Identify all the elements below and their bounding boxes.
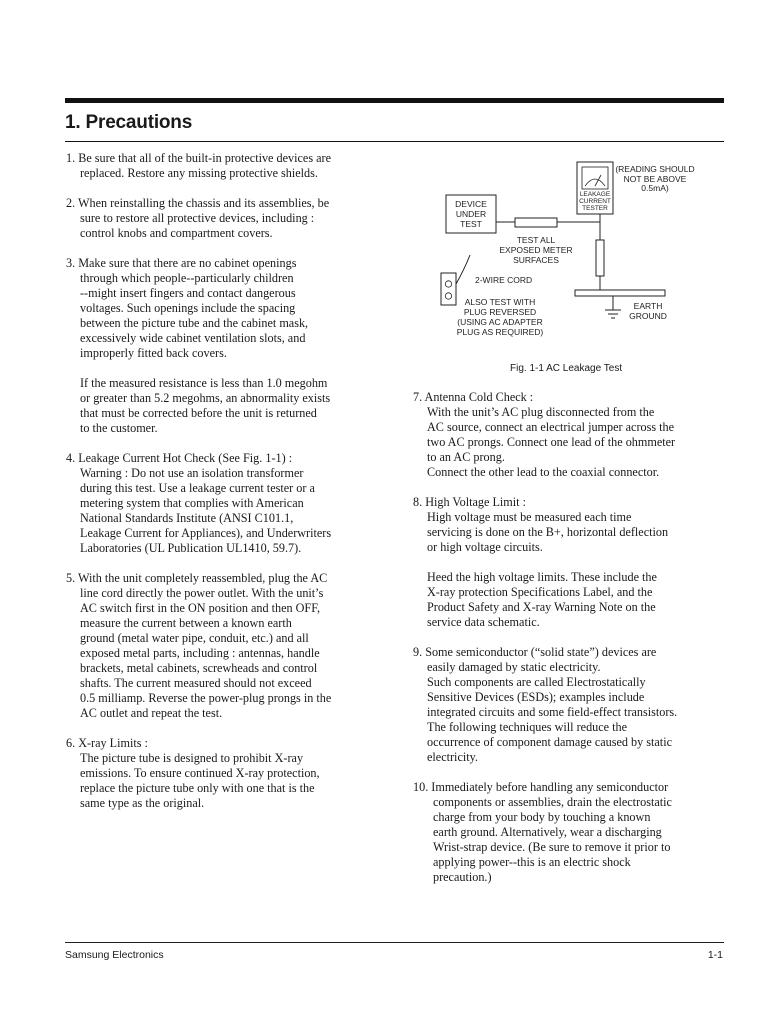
precaution-item [413,390,725,480]
item-text-line: replace the picture tube only with one that is the [80,781,315,795]
item-text-line: occurrence of component damage caused by static [427,735,672,749]
item-text-line: or greater than 5.2 megohms, an abnormality exists [80,391,331,405]
wall-outlet [441,273,456,305]
plug-label-2: PLUG REVERSED [463,307,537,317]
item-text-line: The following techniques will reduce the [427,720,628,734]
item-heading-line: 4. Leakage Current Hot Check (See Fig. 1-1) : [66,451,293,465]
item-text-line: or high voltage circuits. [427,540,543,554]
item-text-line: Wrist-strap device. (Be sure to remove it prior to [433,840,671,854]
item-text-line: Such components are called Electrostatically [427,675,646,689]
item-text-line: service data schematic. [427,615,540,629]
precaution-item [413,645,725,765]
precaution-item [66,736,384,811]
item-text-line: components or assemblies, drain the electrostatic [433,795,672,809]
tester-label-1: LEAKAGE [579,191,611,198]
item-text-line: High voltage must be measured each time [427,510,632,524]
item-text-line: voltages. Such openings include the spacing [80,301,296,315]
item-text-line: that must be corrected before the unit is returned [80,406,317,420]
surfaces-label-1: TEST ALL [516,235,556,245]
item-text-line: excessively wide cabinet ventilation slots, and [80,331,306,345]
ground-label-2: GROUND [629,311,667,321]
precaution-item [66,256,384,436]
page-title: 1. Precautions [65,112,193,133]
spacer [66,361,384,376]
item-text-line: emissions. To ensure continued X-ray protection, [80,766,320,780]
footer-rule [65,942,724,943]
figure-caption: Fig. 1-1 AC Leakage Test [510,363,623,374]
precaution-item [413,495,725,630]
tester-label-3: TESTER [582,205,608,212]
item-text-line: charge from your body by touching a known [433,810,651,824]
item-text-line: same type as the original. [80,796,205,810]
item-heading-line: 1. Be sure that all of the built-in protective devices are [66,151,331,165]
item-text-line: AC outlet and repeat the test. [80,706,223,720]
ground-label-1: EARTH [633,301,663,311]
item-text-line: Heed the high voltage limits. These include the [427,570,657,584]
footer-company: Samsung Electronics [65,949,164,961]
item-text-line: during this test. Use a leakage current tester or a [80,481,315,495]
item-text-line: AC switch first in the ON position and then OFF, [80,601,321,615]
precaution-item [66,151,384,181]
footer-page-number: 1-1 [707,949,723,961]
item-text-line: exposed metal parts, including : antennas, handle [80,646,320,660]
item-text-line: improperly fitted back covers. [80,346,227,360]
item-heading-line: 5. With the unit completely reassembled, plug the AC [66,571,328,585]
item-text-line: applying power--this is an electric shock [433,855,631,869]
precaution-item [66,571,384,721]
precaution-item [66,196,384,241]
item-text-line: integrated circuits and some field-effect transistors. [427,705,678,719]
item-text-line: through which people--particularly children [80,271,294,285]
item-heading-line: 6. X-ray Limits : [66,736,148,750]
resistor [596,240,604,276]
item-text-line: --might insert fingers and contact dangerous [80,286,296,300]
item-text-line: shafts. The current measured should not exceed [80,676,312,690]
cord-label: 2-WIRE CORD [475,275,533,285]
item-text-line: With the unit’s AC plug disconnected from the [427,405,655,419]
item-text-line: Sensitive Devices (ESDs); examples include [427,690,645,704]
surfaces-label-3: SURFACES [513,255,559,265]
item-text-line: Warning : Do not use an isolation transformer [80,466,304,480]
item-text-line: Product Safety and X-ray Warning Note on the [427,600,656,614]
item-text-line: brackets, metal cabinets, screwheads and control [80,661,318,675]
tester-label-2: CURRENT [579,198,611,205]
title-rule [65,141,724,142]
item-text-line: easily damaged by static electricity. [427,660,601,674]
item-heading-line: 3. Make sure that there are no cabinet openings [66,256,297,270]
item-text-line: between the picture tube and the cabinet mask, [80,316,309,330]
item-heading-line: 7. Antenna Cold Check : [413,390,534,404]
plug-label-3: (USING AC ADAPTER [457,317,543,327]
item-text-line: Laboratories (UL Publication UL1410, 59.7). [80,541,302,555]
item-heading-line: 9. Some semiconductor (“solid state”) devices are [413,645,657,659]
plug-label-1: ALSO TEST WITH [464,297,536,307]
item-text-line: sure to restore all protective devices, including : [80,211,315,225]
item-text-line: measure the current between a known earth [80,616,292,630]
reading-label-3: 0.5mA) [641,183,669,193]
item-text-line: servicing is done on the B+, horizontal deflection [427,525,669,539]
ac-leakage-diagram [430,160,710,350]
item-text-line: earth ground. Alternatively, wear a discharging [433,825,662,839]
reading-label-1: (READING SHOULD [615,164,695,174]
item-heading-line: 2. When reinstalling the chassis and its assemblies, be [66,196,330,210]
item-text-line: to an AC prong. [427,450,505,464]
device-label-3: TEST [460,219,482,229]
item-text-line: two AC prongs. Connect one lead of the ohmmeter [427,435,676,449]
item-text-line: to the customer. [80,421,158,435]
item-text-line: National Standards Institute (ANSI C101.1, [80,511,294,525]
item-text-line: electricity. [427,750,478,764]
top-rule [65,98,724,103]
item-text-line: If the measured resistance is less than 1.0 megohm [80,376,328,390]
item-text-line: replaced. Restore any missing protective shields. [80,166,318,180]
reading-label-2: NOT BE ABOVE [623,174,687,184]
item-text-line: control knobs and compartment covers. [80,226,273,240]
item-text-line: metering system that complies with American [80,496,304,510]
item-text-line: Leakage Current for Appliances), and Underwriters [80,526,332,540]
precaution-item [413,780,725,885]
precaution-item [66,451,384,556]
probe [515,218,557,227]
right-column [413,390,725,900]
left-column [66,151,384,826]
earth-ground-bar [575,290,665,296]
plug-label-4: PLUG AS REQUIRED) [456,327,544,337]
device-label-2: UNDER [455,209,487,219]
device-label-1: DEVICE [455,199,487,209]
item-text-line: AC source, connect an electrical jumper across the [427,420,675,434]
item-heading-line: 10. Immediately before handling any semiconductor [413,780,669,794]
item-heading-line: 8. High Voltage Limit : [413,495,526,509]
item-text-line: line cord directly the power outlet. With the unit’s [80,586,324,600]
item-text-line: 0.5 milliamp. Reverse the power-plug prongs in the [80,691,332,705]
surfaces-label-2: EXPOSED METER [499,245,573,255]
item-text-line: X-ray protection Specifications Label, and the [427,585,653,599]
spacer [413,555,725,570]
item-text-line: Connect the other lead to the coaxial connector. [427,465,660,479]
item-text-line: precaution.) [433,870,492,884]
item-text-line: ground (metal water pipe, conduit, etc.) and all [80,631,309,645]
item-text-line: The picture tube is designed to prohibit X-ray [80,751,304,765]
